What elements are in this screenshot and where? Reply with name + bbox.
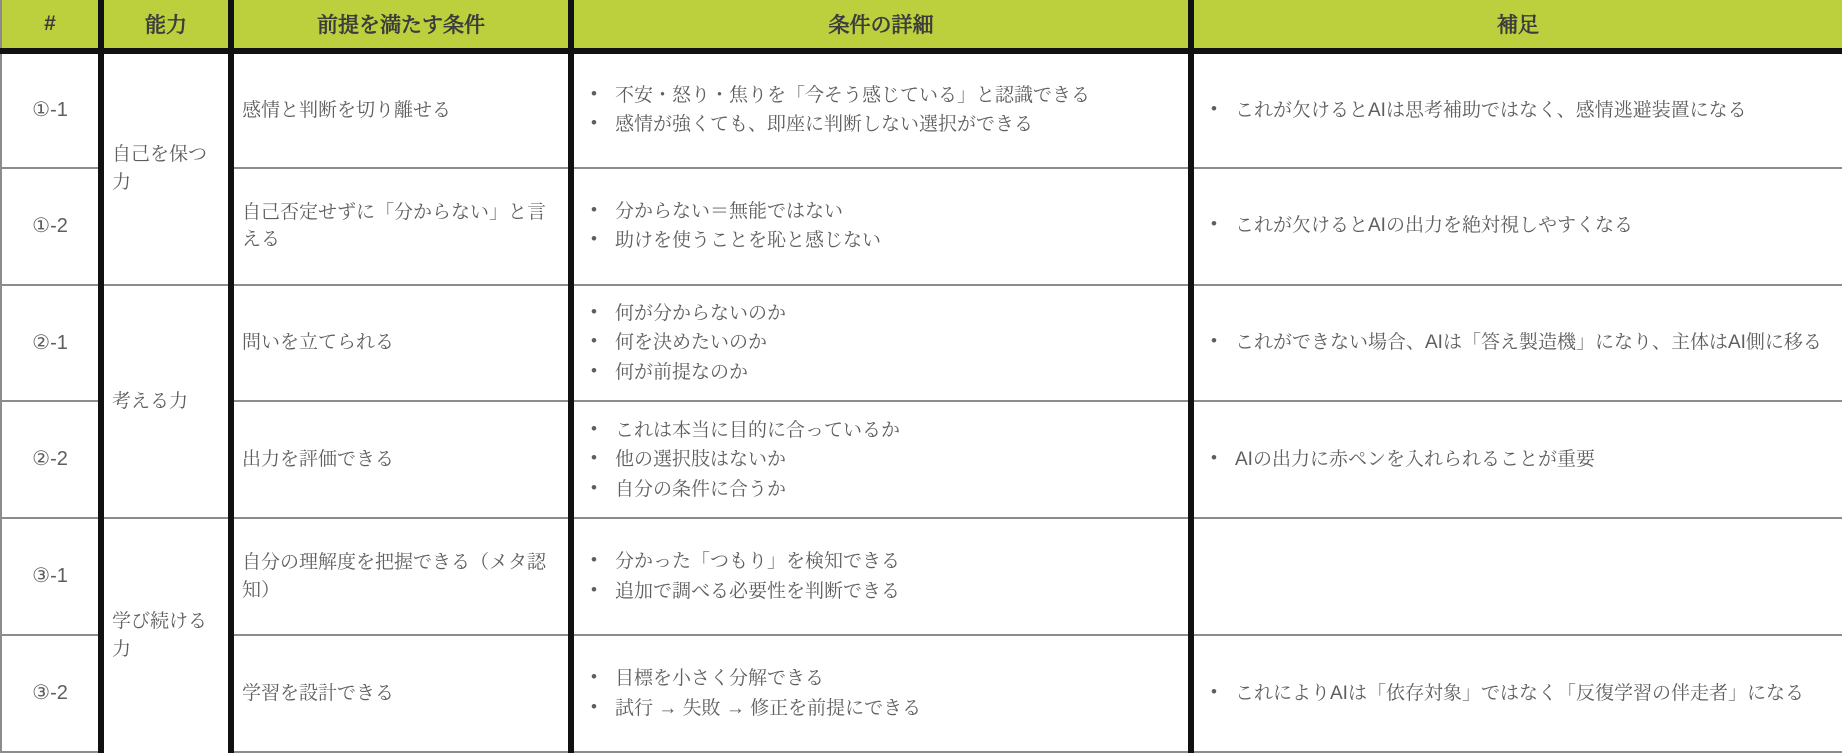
table-row bbox=[1, 401, 1842, 518]
header-detail: 条件の詳細 bbox=[571, 0, 1191, 51]
row-id-cell: ③-1 bbox=[1, 518, 101, 635]
note-item: • これが欠けるとAIは思考補助ではなく、感情逃避装置になる bbox=[1208, 97, 1832, 125]
condition-cell: 自己否定せずに「分からない」と言える bbox=[231, 168, 571, 285]
detail-item: • 分からない＝無能ではない bbox=[588, 198, 1178, 226]
note-item: • これができない場合、AIは「答え製造機」になり、主体はAI側に移る bbox=[1208, 329, 1832, 357]
detail-item: • 何が分からないのか bbox=[588, 300, 1178, 328]
notes-cell bbox=[1191, 518, 1842, 635]
note-item: • これによりAIは「依存対象」ではなく「反復学習の伴走者」になる bbox=[1208, 680, 1832, 708]
condition-cell: 問いを立てられる bbox=[231, 285, 571, 402]
detail-item: • 助けを使うことを恥と感じない bbox=[588, 227, 1178, 255]
table-row bbox=[1, 285, 1842, 402]
row-id-cell: ③-2 bbox=[1, 635, 101, 752]
table-header bbox=[1, 0, 1842, 51]
detail-item: • 不安・怒り・焦りを「今そう感じている」と認識できる bbox=[588, 82, 1178, 110]
row-id-cell: ①-2 bbox=[1, 168, 101, 285]
notes-cell bbox=[1191, 635, 1842, 752]
ability-cell: 自己を保つ力 bbox=[101, 51, 231, 285]
header-ability: 能力 bbox=[101, 0, 231, 51]
notes-cell bbox=[1191, 168, 1842, 285]
detail-item: • 何が前提なのか bbox=[588, 359, 1178, 387]
header-condition: 前提を満たす条件 bbox=[231, 0, 571, 51]
condition-cell: 自分の理解度を把握できる（メタ認知） bbox=[231, 518, 571, 635]
table-row bbox=[1, 518, 1842, 635]
header-number: # bbox=[1, 0, 101, 51]
detail-item: • これは本当に目的に合っているか bbox=[588, 417, 1178, 445]
note-item: • AIの出力に赤ペンを入れられることが重要 bbox=[1208, 446, 1832, 474]
row-id-cell: ②-2 bbox=[1, 401, 101, 518]
detail-item: • 追加で調べる必要性を判断できる bbox=[588, 578, 1178, 606]
notes-cell bbox=[1191, 401, 1842, 518]
notes-cell bbox=[1191, 51, 1842, 168]
detail-item: • 自分の条件に合うか bbox=[588, 476, 1178, 504]
details-cell bbox=[571, 168, 1191, 285]
detail-item: • 何を決めたいのか bbox=[588, 329, 1178, 357]
row-id-cell: ②-1 bbox=[1, 285, 101, 402]
table-row bbox=[1, 635, 1842, 752]
ability-cell: 考える力 bbox=[101, 285, 231, 519]
ability-cell: 学び続ける力 bbox=[101, 518, 231, 752]
detail-item: • 感情が強くても、即座に判断しない選択ができる bbox=[588, 111, 1178, 139]
detail-item: • 分かった「つもり」を検知できる bbox=[588, 548, 1178, 576]
row-id-cell: ①-1 bbox=[1, 51, 101, 168]
table-row bbox=[1, 168, 1842, 285]
condition-cell: 感情と判断を切り離せる bbox=[231, 51, 571, 168]
details-cell bbox=[571, 518, 1191, 635]
condition-cell: 出力を評価できる bbox=[231, 401, 571, 518]
detail-item: • 目標を小さく分解できる bbox=[588, 665, 1178, 693]
detail-item: • 他の選択肢はないか bbox=[588, 446, 1178, 474]
details-cell bbox=[571, 51, 1191, 168]
header-note: 補足 bbox=[1191, 0, 1842, 51]
notes-cell bbox=[1191, 285, 1842, 402]
header-row bbox=[1, 0, 1842, 51]
condition-cell: 学習を設計できる bbox=[231, 635, 571, 752]
note-item: • これが欠けるとAIの出力を絶対視しやすくなる bbox=[1208, 212, 1832, 240]
details-cell bbox=[571, 635, 1191, 752]
table-row bbox=[1, 51, 1842, 168]
details-cell bbox=[571, 401, 1191, 518]
details-cell bbox=[571, 285, 1191, 402]
detail-item: • 試行 → 失敗 → 修正を前提にできる bbox=[588, 695, 1178, 723]
